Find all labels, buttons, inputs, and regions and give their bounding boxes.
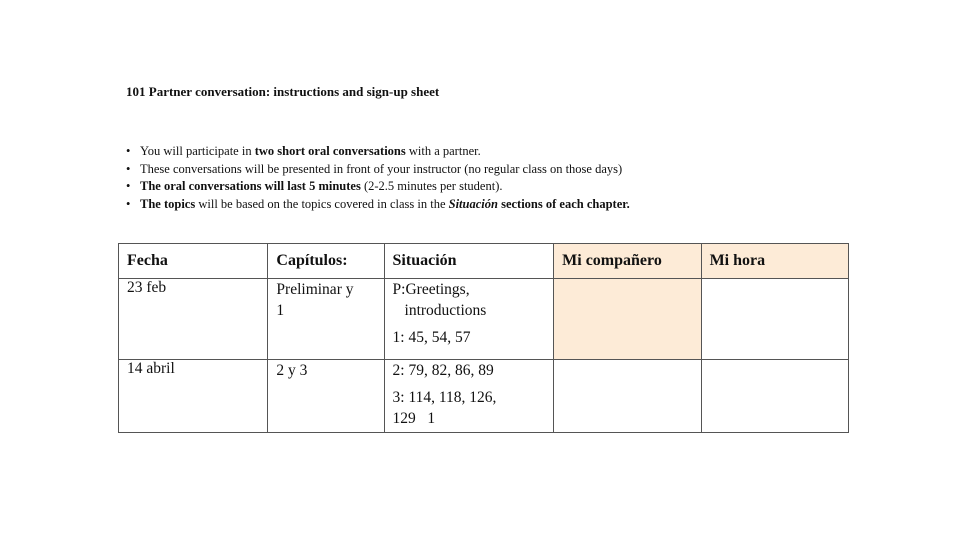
cell-situacion: 2: 79, 82, 86, 89 3: 114, 118, 126, 129 1 bbox=[384, 360, 554, 433]
cell-capitulos: Preliminar y 1 bbox=[268, 279, 384, 360]
header-mi-hora: Mi hora bbox=[701, 244, 848, 279]
bullet-dot: • bbox=[126, 161, 131, 176]
header-situacion: Situación bbox=[384, 244, 554, 279]
table-header-row bbox=[119, 244, 849, 279]
cell-mi-hora[interactable] bbox=[701, 279, 848, 360]
bullet-dot: • bbox=[126, 179, 131, 193]
header-capitulos: Capítulos: bbox=[268, 244, 384, 279]
signup-table bbox=[118, 243, 849, 433]
header-fecha: Fecha bbox=[119, 244, 268, 279]
table-row bbox=[119, 279, 849, 360]
cell-mi-hora[interactable] bbox=[701, 360, 848, 433]
instruction-item: • The topics will be based on the topics covered in class in the Situación sections of each chapter. bbox=[126, 196, 630, 214]
cell-fecha: 23 feb bbox=[119, 279, 268, 360]
cell-mi-companero[interactable] bbox=[554, 279, 701, 360]
document-title: 101 Partner conversation: instructions and sign-up sheet bbox=[126, 84, 440, 99]
instruction-item: • These conversations will be presented in front of your instructor (no regular class on those days) bbox=[126, 161, 630, 179]
bullet-dot: • bbox=[126, 196, 131, 211]
cell-capitulos: 2 y 3 bbox=[268, 360, 384, 433]
cell-situacion: P:Greetings, introductions 1: 45, 54, 57 bbox=[384, 279, 554, 360]
bullet-dot: • bbox=[126, 144, 131, 158]
instruction-item: • The oral conversations will last 5 minutes (2-2.5 minutes per student). bbox=[126, 178, 630, 196]
header-mi-companero: Mi compañero bbox=[554, 244, 701, 279]
table-row bbox=[119, 360, 849, 433]
cell-mi-companero[interactable] bbox=[554, 360, 701, 433]
instruction-item: • You will participate in two short oral conversations with a partner. bbox=[126, 143, 630, 161]
cell-fecha: 14 abril bbox=[119, 360, 268, 433]
instruction-list bbox=[126, 143, 630, 213]
